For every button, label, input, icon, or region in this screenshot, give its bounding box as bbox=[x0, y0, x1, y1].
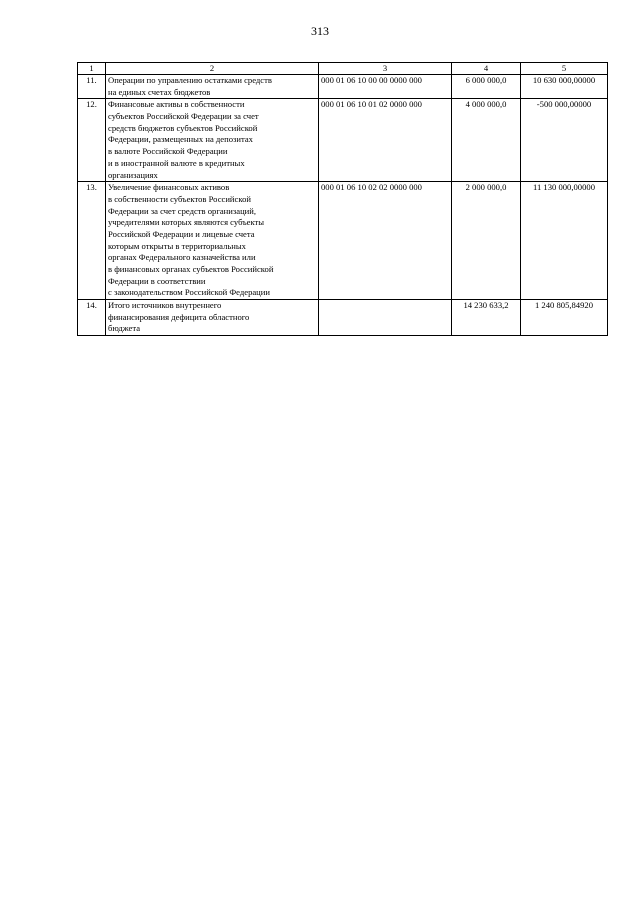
row-name-cell bbox=[106, 300, 319, 336]
row-name-line: в финансовых органах субъектов Российской bbox=[108, 264, 274, 274]
header-col-1: 1 bbox=[78, 63, 106, 75]
table-row bbox=[78, 75, 608, 99]
row-name-line: Федерации за счет средств организаций, bbox=[108, 205, 257, 216]
row-name-cell bbox=[106, 75, 319, 99]
row-col5-cell: 1 240 805,84920 bbox=[521, 300, 608, 336]
row-number-cell: 11. bbox=[78, 75, 106, 99]
row-col4-cell: 2 000 000,0 bbox=[452, 182, 521, 300]
row-col5-cell: 11 130 000,00000 bbox=[521, 182, 608, 300]
table-header-row bbox=[78, 63, 608, 75]
row-number-cell: 14. bbox=[78, 300, 106, 336]
row-code-cell bbox=[319, 300, 452, 336]
row-code-cell: 000 01 06 10 01 02 0000 000 bbox=[319, 99, 452, 182]
row-name-cell bbox=[106, 99, 319, 182]
row-name-line: с законодательством Российской Федерации bbox=[108, 287, 270, 298]
row-name-line: учредителями которых являются субъекты bbox=[108, 217, 265, 228]
header-col-4: 4 bbox=[452, 63, 521, 75]
row-name-line: организациях bbox=[108, 169, 158, 180]
table-row bbox=[78, 300, 608, 336]
row-name-line: на единых счетах бюджетов bbox=[108, 86, 211, 97]
row-name-line: Операции по управлению остатками средств bbox=[108, 75, 272, 85]
row-col5-cell: 10 630 000,00000 bbox=[521, 75, 608, 99]
row-col4-cell: 14 230 633,2 bbox=[452, 300, 521, 336]
row-name-line: Федерации, размещенных на депозитах bbox=[108, 134, 253, 145]
row-name-cell bbox=[106, 182, 319, 300]
row-col4-cell: 6 000 000,0 bbox=[452, 75, 521, 99]
row-name-line: субъектов Российской Федерации за счет bbox=[108, 111, 259, 122]
table-row bbox=[78, 99, 608, 182]
table-body bbox=[78, 75, 608, 336]
row-name-line: и в иностранной валюте в кредитных bbox=[108, 157, 245, 168]
row-name-line: финансирования дефицита областного bbox=[108, 311, 250, 322]
header-col-3: 3 bbox=[319, 63, 452, 75]
table-row bbox=[78, 182, 608, 300]
row-name-line: Итого источников внутреннего bbox=[108, 300, 222, 311]
row-name-line: Увеличение финансовых активов bbox=[108, 182, 230, 193]
row-name-line: бюджета bbox=[108, 323, 141, 334]
row-name-line: которым открыты в территориальных bbox=[108, 240, 246, 251]
header-col-5: 5 bbox=[521, 63, 608, 75]
row-name-line: Федерации в соответствии bbox=[108, 275, 206, 286]
row-code-cell: 000 01 06 10 00 00 0000 000 bbox=[319, 75, 452, 99]
row-col4-cell: 4 000 000,0 bbox=[452, 99, 521, 182]
row-number-cell: 13. bbox=[78, 182, 106, 300]
row-name-line: Российской Федерации и лицевые счета bbox=[108, 228, 255, 239]
row-number-cell: 12. bbox=[78, 99, 106, 182]
row-code-cell: 000 01 06 10 02 02 0000 000 bbox=[319, 182, 452, 300]
row-name-line: в собственности субъектов Российской bbox=[108, 193, 251, 204]
row-name-line: средств бюджетов субъектов Российской bbox=[108, 122, 258, 133]
budget-sources-table bbox=[77, 62, 608, 336]
row-col5-cell: -500 000,00000 bbox=[521, 99, 608, 182]
row-name-line: Финансовые активы в собственности bbox=[108, 99, 245, 110]
page-number: 313 bbox=[311, 24, 329, 38]
header-col-2: 2 bbox=[106, 63, 319, 75]
row-name-line: в валюте Российской Федерации bbox=[108, 146, 228, 157]
row-name-line: органах Федерального казначейства или bbox=[108, 252, 256, 263]
